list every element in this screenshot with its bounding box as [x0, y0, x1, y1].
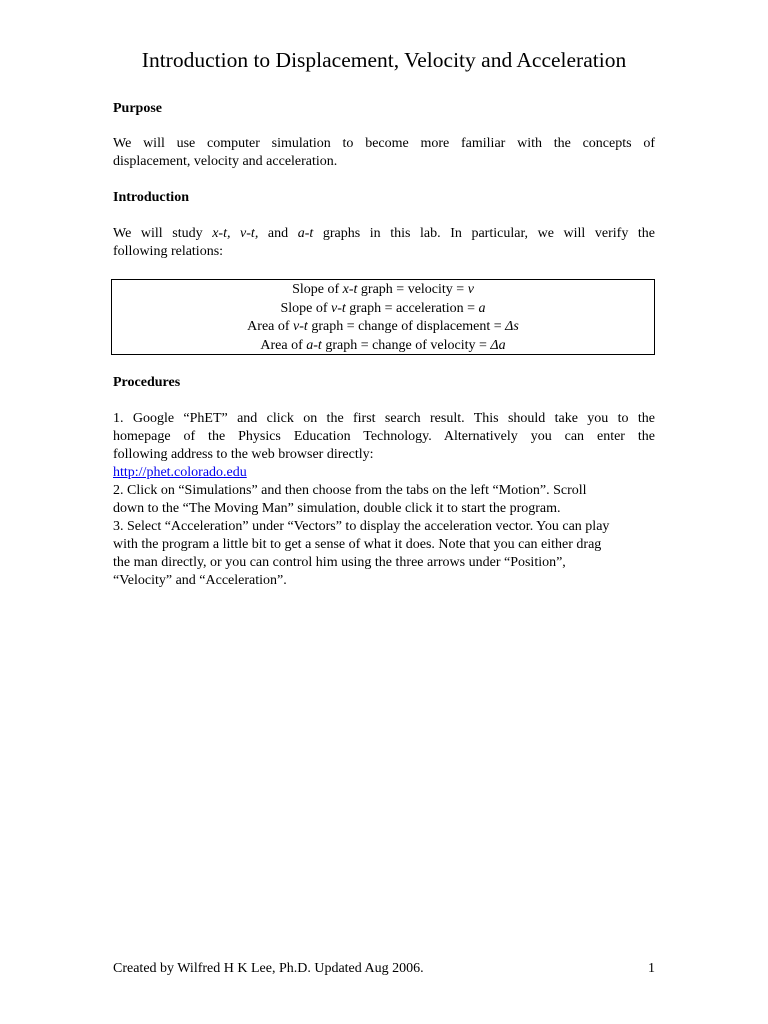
intro-text — [230, 226, 240, 241]
purpose-paragraph — [113, 135, 655, 171]
procedure-link-line — [113, 464, 655, 482]
relation-row — [112, 318, 654, 337]
relation-text: graph = change of velocity = — [321, 337, 491, 353]
intro-text: We will study — [113, 226, 213, 241]
page-title: Introduction to Displacement, Velocity and Acceleration — [141, 48, 627, 72]
relation-symbol: Δa — [490, 337, 506, 353]
intro-at: a-t — [297, 226, 314, 241]
relation-row — [112, 300, 654, 319]
procedures-heading: Procedures — [113, 375, 181, 390]
relation-row — [112, 337, 654, 356]
footer-credit: Created by Wilfred H K Lee, Ph.D. Updated Aug 2006. — [113, 961, 424, 976]
introduction-paragraph — [113, 225, 655, 261]
procedure-line: following address to the web browser directly: — [113, 447, 374, 462]
relation-graph: v-t — [293, 319, 308, 334]
procedure-line: 3. Select “Acceleration” under “Vectors” to display the acceleration vector. You can play — [113, 519, 610, 534]
introduction-line: following relations: — [113, 244, 224, 259]
introduction-heading: Introduction — [113, 190, 189, 205]
relation-graph: a-t — [306, 337, 322, 353]
relation-text: Slope of — [292, 282, 343, 297]
intro-vt: v-t, — [240, 226, 259, 241]
relation-text: graph = velocity = — [357, 282, 468, 297]
purpose-line: displacement, velocity and acceleration. — [113, 154, 338, 169]
relation-row — [112, 281, 654, 300]
relation-text: graph = acceleration = — [345, 300, 479, 316]
relation-graph: x-t — [342, 282, 358, 297]
procedure-line: “Velocity” and “Acceleration”. — [113, 573, 287, 588]
procedure-line: the man directly, or you can control him using the three arrows under “Position”, — [113, 555, 566, 570]
purpose-line: We will use computer simulation to become more familiar with the concepts of — [113, 136, 655, 151]
relation-symbol: v — [467, 282, 474, 297]
purpose-heading: Purpose — [113, 101, 162, 116]
procedures-paragraph — [113, 410, 655, 590]
procedure-line: with the program a little bit to get a sense of what it does. Note that you can either drag — [113, 537, 602, 552]
intro-text: and — [258, 226, 298, 241]
relations-box — [111, 279, 655, 355]
procedure-line: homepage of the Physics Education Technology. Alternatively you can enter the — [113, 429, 655, 444]
intro-text: graphs in this lab. In particular, we will verify the — [313, 226, 656, 241]
procedure-line: 2. Click on “Simulations” and then choose from the tabs on the left “Motion”. Scroll — [113, 483, 587, 498]
relation-text: graph = change of displacement = — [307, 319, 506, 334]
introduction-line — [113, 225, 655, 243]
procedure-line: 1. Google “PhET” and click on the first search result. This should take you to the — [113, 411, 655, 426]
page-number: 1 — [648, 961, 655, 976]
relation-graph: v-t — [331, 300, 346, 316]
relation-text: Area of — [247, 319, 294, 334]
intro-xt: x-t, — [212, 226, 231, 241]
procedure-line: down to the “The Moving Man” simulation, double click it to start the program. — [113, 501, 561, 516]
relation-symbol: a — [478, 300, 486, 316]
phet-link[interactable]: http://phet.colorado.edu — [113, 465, 247, 480]
relation-text: Area of — [260, 337, 307, 353]
relation-text: Slope of — [280, 300, 331, 316]
relation-symbol: Δs — [505, 319, 519, 334]
